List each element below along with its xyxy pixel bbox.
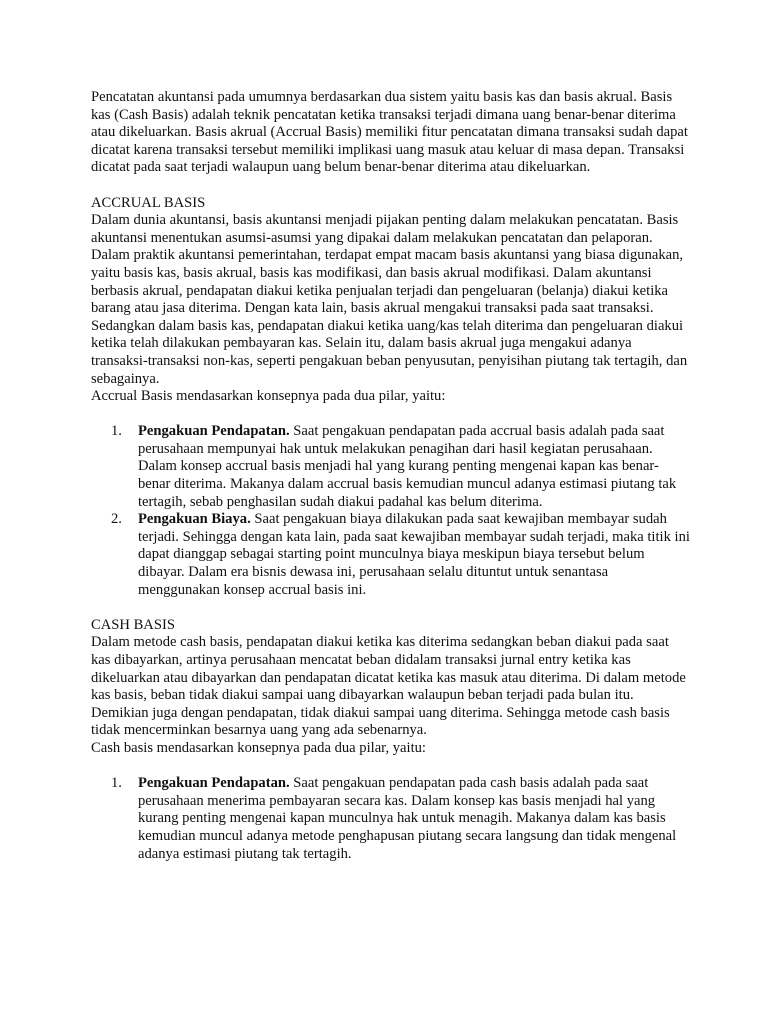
cash-pillar-item [91, 775, 691, 863]
cash-paragraph: Dalam metode cash basis, pendapatan diakui ketika kas diterima sedangkan beban diakui pada saat kas dibayarkan, artinya perusahaan mencatat beban didalam transaksi jurnal entry ketika kas dikeluarkan atau dibayarkan dan pendapatan dicatat ketika kas masuk atau diterima. Di dalam metode kas basis, beban tidak diakui sampai uang dibayarkan walaupun beban terjadi pada bulan itu. Demikian juga dengan pendapatan, tidak diakui sampai uang diterima. Sehingga metode cash basis tidak mencerminkan besarnya uang yang ada sebenarnya. [91, 634, 686, 739]
pillar-title: Pengakuan Pendapatan. [138, 775, 290, 792]
spacer [91, 406, 691, 424]
list-number: 1. [111, 775, 122, 792]
accrual-heading: ACCRUAL BASIS [91, 194, 206, 211]
accrual-pillar-item [91, 511, 691, 599]
pillar-text: Saat pengakuan pendapatan pada accrual basis adalah pada saat perusahaan mempunyai hak untuk melakukan penagihan dari hasil kegiatan perusahaan. Dalam konsep accrual basis menjadi hal yang kurang penting mengenai kapan kas benar-benar diterima. Makanya dalam accrual basis kemudian muncul adanya estimasi piutang tak tertagih, sebab penghasilan sudah diakui padahal kas belum diterima. [138, 423, 677, 510]
pillar-text: Saat pengakuan pendapatan pada cash basis adalah pada saat perusahaan menerima pembayaran secara kas. Dalam konsep kas basis menjadi hal yang kurang penting mengenai kapan munculnya hak untuk menagih. Makanya dalam kas basis kemudian muncul adanya metode penghapusan piutang secara langsung dan tidak mengenal adanya estimasi piutang tak tertagih. [138, 775, 677, 862]
accrual-pillars-intro: Accrual Basis mendasarkan konsepnya pada dua pilar, yaitu: [91, 388, 446, 405]
spacer [91, 758, 691, 776]
spacer [91, 599, 691, 617]
cash-heading: CASH BASIS [91, 616, 175, 633]
cash-pillars-intro: Cash basis mendasarkan konsepnya pada dua pilar, yaitu: [91, 739, 426, 756]
spacer [91, 177, 691, 195]
pillar-text: Saat pengakuan biaya dilakukan pada saat kewajiban membayar sudah terjadi. Sehingga dengan kata lain, pada saat kewajiban membayar sudah terjadi, maka titik ini dapat dianggap sebagai starting point munculnya biaya meskipun biaya tersebut belum dibayar. Dalam era bisnis dewasa ini, perusahaan selalu dituntut untuk senantasa menggunakan konsep accrual basis ini. [138, 511, 690, 598]
accrual-paragraph: Dalam dunia akuntansi, basis akuntansi menjadi pijakan penting dalam melakukan pencatatan. Basis akuntansi menentukan asumsi-asumsi yang dipakai dalam melakukan pencatatan dan pelaporan. Dalam praktik akuntansi pemerintahan, terdapat empat macam basis akuntansi yang biasa digunakan, yaitu basis kas, basis akrual, basis kas modifikasi, dan basis akrual modifikasi. Dalam akuntansi berbasis akrual, pendapatan diakui ketika penjualan terjadi dan pengeluaran (belanja) diakui ketika barang atau jasa diterima. Dengan kata lain, basis akrual mengakui transaksi pada saat transaksi. Sedangkan dalam basis kas, pendapatan diakui ketika uang/kas telah diterima dan pengeluaran diakui ketika telah dilakukan pembayaran kas. Selain itu, dalam basis akrual juga mengakui adanya transaksi-transaksi non-kas, seperti pengakuan beban penyusutan, penyisihan piutang tak tertagih, dan sebagainya. [91, 212, 688, 387]
accrual-pillar-item [91, 423, 691, 511]
list-number: 2. [111, 511, 122, 528]
accrual-pillars-list [91, 423, 691, 599]
document-page [91, 89, 691, 863]
list-number: 1. [111, 423, 122, 440]
intro-paragraph: Pencatatan akuntansi pada umumnya berdasarkan dua sistem yaitu basis kas dan basis akrual. Basis kas (Cash Basis) adalah teknik pencatatan ketika transaksi terjadi dimana uang benar-benar diterima atau dikeluarkan. Basis akrual (Accrual Basis) memiliki fitur pencatatan dimana transaksi sudah dapat dicatat karena transaksi tersebut memiliki implikasi uang masuk atau keluar di masa depan. Transaksi dicatat pada saat terjadi walaupun uang belum benar-benar diterima atau dikeluarkan. [91, 89, 688, 176]
pillar-title: Pengakuan Pendapatan. [138, 423, 290, 440]
pillar-title: Pengakuan Biaya. [138, 511, 251, 528]
cash-pillars-list [91, 775, 691, 863]
